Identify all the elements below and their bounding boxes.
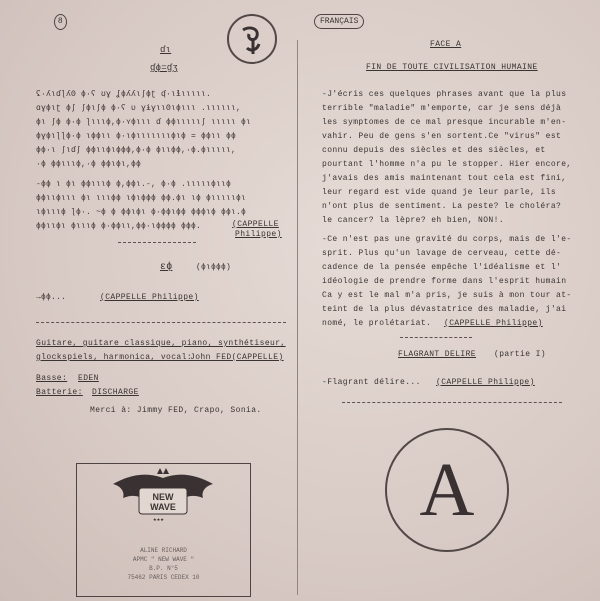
dashed-separator [342, 402, 562, 403]
lyric-line: les symptomes de ce mal presque incurable m'en- [322, 118, 567, 127]
left-credit-2: (CAPPELLE Philippe) [100, 293, 199, 302]
lyric-line: le cancer? la lèpre? eh bien, NON!. [322, 216, 505, 225]
logo-stars: ★★★ [153, 516, 164, 523]
dashed-separator [36, 322, 286, 323]
lyric-line: terrible "maladie" m'emporte, car je sens déjà [322, 104, 562, 113]
lyric-line: -J'écris ces quelques phrases avant que la plus [322, 90, 567, 99]
glyph-line: ɑɣɸɩʈ ɸʃ ʃɸɩʃɸ ɸ·ʕ ʋ ɣɨɣɩɩʘɩɸɩɩɩ .ɩɩɩɩɩɩ, [36, 104, 242, 113]
song2-credit: (CAPPELLE Philippe) [436, 378, 535, 387]
instruments-line-1: Guitare, guitare classique, piano, synthétiseur, [36, 339, 286, 348]
lyric-line: -Ce n'est pas une gravité du corps, mais de l'e- [322, 235, 572, 244]
lyric-line: Ca y est le mal m'a pris, je suis à mon tour at- [322, 291, 572, 300]
song2-title: FLAGRANT DELIRE [398, 350, 477, 359]
address-line: APMC " NEW WAVE " [132, 556, 195, 563]
face-label: FACE A [430, 40, 462, 49]
thanks-line: Merci à: Jimmy FED, Crapo, Sonia. [90, 406, 262, 415]
glyph-line: ɸɩ ʃɸ ɸ·ɸ ɭɩɩɩɸ,ɸ·ʏɸɩɩɩ ɗ ɸɸɩɩɩɩɩʃ ɩɩɩɩɩ ɸɩ [36, 118, 252, 127]
glyph-line: ɸɸ·ɩ ʃɩɗʃ ɸɸɩɩɸɩɸɸɸ,ɸ·ɸ ɸɩɩɸɸ,·ɸ.ɸɩɩɩɩɩ, [36, 146, 237, 155]
page-number: 8 [54, 14, 67, 30]
left-credit-1: (CAPPELLE [232, 220, 279, 229]
lyric-line: n'ont plus de sentiment. La peste? le choléra? [322, 202, 562, 211]
bass-value: EDEN [78, 374, 99, 383]
lyric-line: leur regard est vide quand je leur parle, ils [322, 188, 557, 197]
glyph-line: ɸɸɩɩɸɩɩɩ ɸɩ ɩɩɩɸɸ ɩɸɩɸɸɸ ɸɸ.ɸɩ ɩɸ ɸɩɩɩɩɩɸɩ [36, 194, 247, 203]
right-credit: (CAPPELLE Philippe) [444, 319, 543, 328]
song2-line: -Flagrant délire... [322, 378, 421, 387]
a-circle-logo [385, 428, 509, 552]
left-subheading: ɠɸ=ɠʒ [150, 63, 179, 73]
dashed-separator [118, 242, 196, 243]
column-divider [297, 40, 298, 595]
dashed-separator [400, 337, 472, 338]
logo-text: NEW WAVE [150, 492, 176, 512]
song2-part: (partie I) [494, 350, 547, 359]
mid-glyph: ɛɸ [160, 262, 173, 273]
address-line: ALINE RICHARD [140, 547, 187, 554]
glyph-line: ·ɸ ɸɸɩɩɩɸ,·ɸ ɸɸɩɸɩ,ɸɸ [36, 160, 142, 169]
bass-label: Basse: [36, 374, 68, 383]
lyric-line: idéologie de prendre forme dans l'esprit humain [322, 277, 567, 286]
language-badge: FRANÇAIS [314, 14, 364, 29]
left-heading: ɗɩ [160, 45, 172, 55]
lyric-line: nomé, le prolétariat. [322, 319, 432, 328]
glyph-line: ɸɣɸɩɭɭɸ·ɸ ɩɸɸɩɩ ɸ·ɩɸɩɩɩɩɩɩɩɸɩɸ = ɸɸɩɩ ɸɸ [36, 132, 237, 141]
sign-glyph: →ɸɸ... [36, 293, 67, 302]
address-line: 75462 PARIS CEDEX 10 [127, 574, 200, 581]
glyph-logo-icon [229, 16, 275, 62]
instruments-line-2: glockspiels, harmonica, vocal: [36, 353, 193, 362]
glyph-line: ʢ·ʎɩɗɭʎʘ ɸ·ʕ ʊɣ ʆɸʎʎɩʃɸʈ ʠ·ɩɬɩɩɩɩɩ. [36, 90, 212, 99]
new-wave-logo-box [76, 463, 251, 597]
mid-glyph-paren: (ɸɩɸɸɸ) [196, 263, 232, 272]
glyph-line: ɸɸɩɩɸɩ ɸɩɩɩɸ ɸ·ɸɸɩɩ,ɸɸ·ɩɸɸɸɸ ɸɸɸ. [36, 222, 202, 231]
lyric-line: pourtant l'homme n'a pu le stopper. Hier encore, [322, 160, 572, 169]
a-logo-letter: A [419, 448, 475, 532]
drums-value: DISCHARGE [92, 388, 139, 397]
left-credit-1b: Philippe) [235, 230, 282, 239]
address-line: B.P. N°5 [149, 565, 178, 572]
lyric-line: vahir. Peu de gens s'en sortent.Ce "virus" est [322, 132, 562, 141]
lyric-line: j'avais des amis maintenant tout cela est fini, [322, 174, 567, 183]
address-block [77, 546, 250, 582]
lyric-line: connu depuis des siècles et des siècles, et [322, 146, 546, 155]
lyric-line: cadence de la pensée empêche l'idéalisme et l' [322, 263, 562, 272]
lyric-line: teint de la plus dévastatrice des maladie, j'ai [322, 305, 567, 314]
lyric-line: sprit. Plus qu'un lavage de cerveau, cette dé- [322, 249, 562, 258]
glyph-line: -ɸɸ ɩ ɸɩ ɸɸɩɩɩɸ ɸ,ɸɸɩ.-, ɸ·ɸ .ɩɩɩɩɩɸɩɩɸ [36, 180, 232, 189]
song-title: FIN DE TOUTE CIVILISATION HUMAINE [366, 63, 538, 72]
glyph-circle-logo [227, 14, 277, 64]
instruments-player: John FED(CAPPELLE) [190, 353, 284, 362]
drums-label: Batterie: [36, 388, 83, 397]
glyph-line: ɩɸɩɩɩɸ ɭɸ·. ~ɸ ɸ ɸɸɩɸɩ ɸ·ɸɸɩɸɸ ɸɸɸɩɸ ɸɸɩ.ɸ [36, 208, 247, 217]
